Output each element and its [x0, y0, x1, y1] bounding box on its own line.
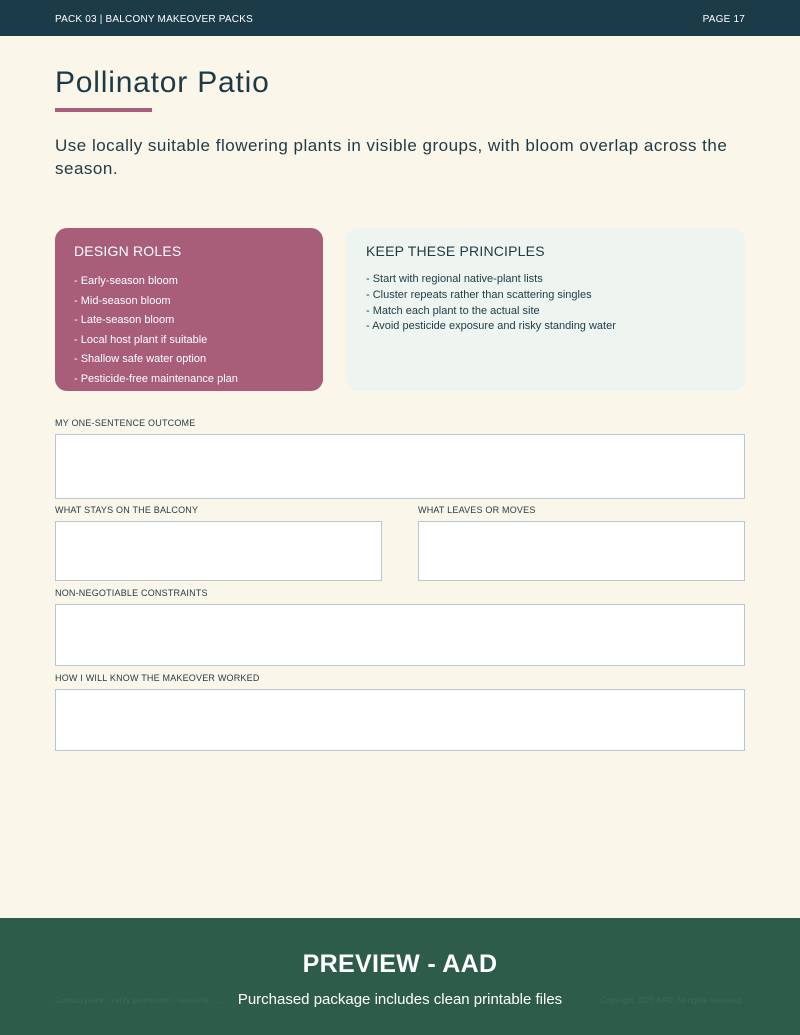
principles-card: [346, 228, 745, 391]
leaves-field[interactable]: [418, 521, 745, 581]
principles-list: [366, 272, 616, 335]
design-roles-heading: DESIGN ROLES: [74, 243, 182, 259]
list-item: - Shallow safe water option: [74, 353, 207, 366]
preview-footer: [0, 918, 800, 1035]
title-underline: [55, 108, 152, 112]
list-item: - Cluster repeats rather than scattering singles: [366, 288, 592, 301]
list-item: - Start with regional native-plant lists: [366, 273, 543, 285]
pack-label: PACK 03 | BALCONY MAKEOVER PACKS: [55, 14, 253, 25]
stays-field[interactable]: [55, 521, 382, 581]
constraints-label: NON-NEGOTIABLE CONSTRAINTS: [55, 588, 208, 598]
list-item: - Local host plant if suitable: [74, 333, 208, 346]
principles-heading: KEEP THESE PRINCIPLES: [366, 243, 545, 259]
page-number: PAGE 17: [702, 14, 745, 25]
success-label: HOW I WILL KNOW THE MAKEOVER WORKED: [55, 673, 260, 683]
list-item: - Avoid pesticide exposure and risky standing water: [366, 320, 616, 333]
header-bar: [0, 0, 800, 36]
footer-ghost-text-right: Copyright 2025 AAD. All rights reserved.: [600, 996, 743, 1005]
list-item: - Pesticide-free maintenance plan: [74, 372, 238, 385]
page-subtitle: Use locally suitable flowering plants in visible groups, with bloom overlap across the season.: [55, 136, 728, 178]
outcome-label: MY ONE-SENTENCE OUTCOME: [55, 418, 196, 428]
preview-watermark-title: PREVIEW - AAD: [302, 950, 498, 978]
list-item: - Early-season bloom: [74, 275, 178, 287]
footer-ghost-text-left: Contact place · verify permission · reuse-ok · ...: [55, 996, 224, 1005]
outcome-field[interactable]: [55, 434, 745, 499]
success-field[interactable]: [55, 689, 745, 751]
stays-label: WHAT STAYS ON THE BALCONY: [55, 505, 199, 515]
list-item: - Match each plant to the actual site: [366, 304, 540, 317]
design-roles-list: [74, 272, 238, 390]
preview-watermark-note: Purchased package includes clean printable files: [237, 991, 563, 1008]
list-item: - Late-season bloom: [74, 314, 175, 327]
design-roles-card: [55, 228, 323, 391]
list-item: - Mid-season bloom: [74, 294, 171, 307]
leaves-label: WHAT LEAVES OR MOVES: [418, 505, 536, 515]
page-title: Pollinator Patio: [55, 66, 270, 99]
constraints-field[interactable]: [55, 604, 745, 666]
